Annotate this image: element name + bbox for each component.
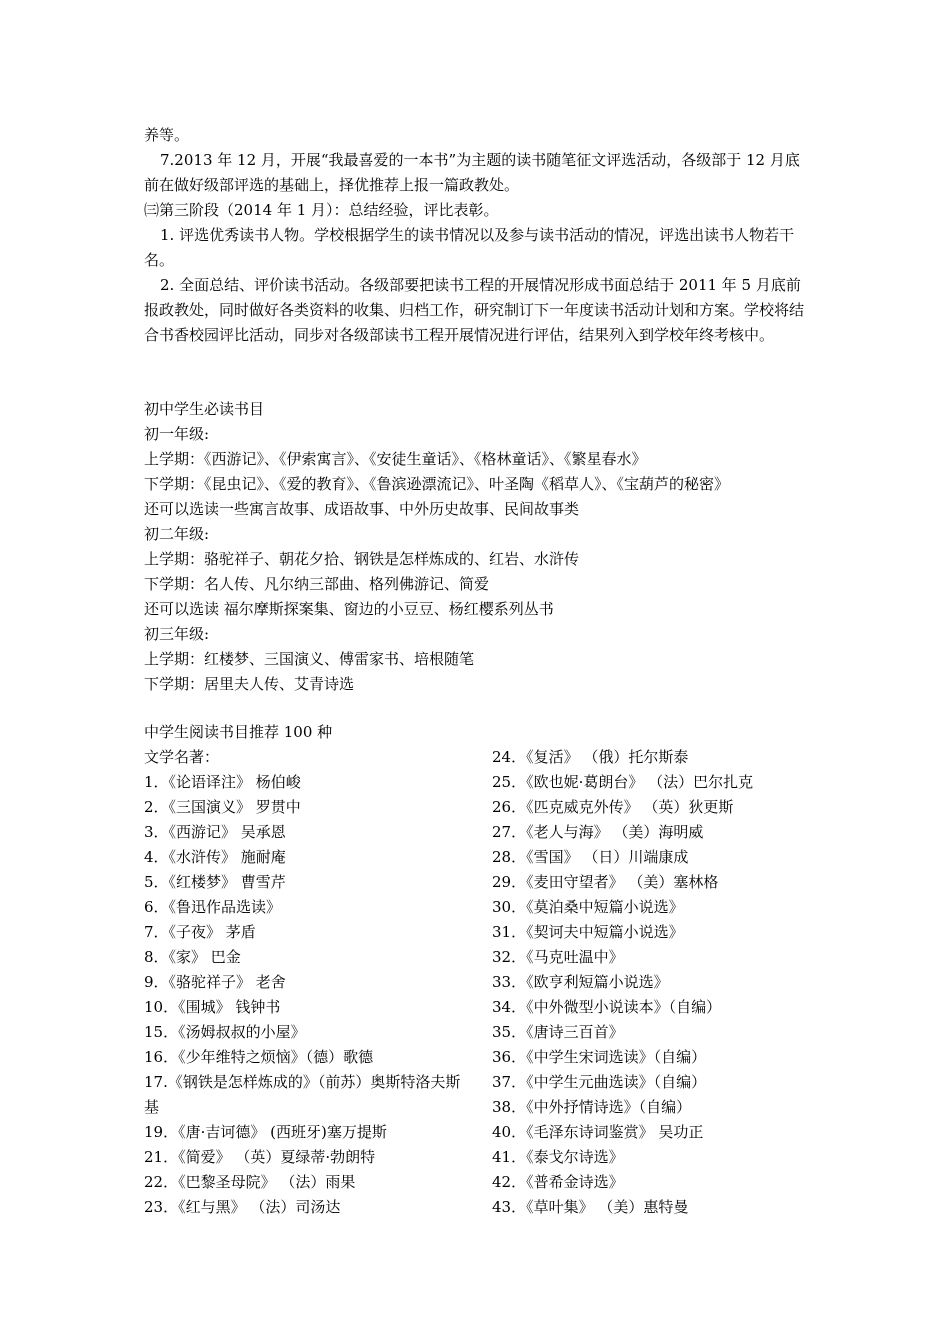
list-item: 8．《家》 巴金 <box>144 948 241 966</box>
grade1-heading: 初一年级: <box>144 425 210 443</box>
grade2-extra: 还可以选读 福尔摩斯探案集、窗边的小豆豆、杨红樱系列丛书 <box>144 600 554 618</box>
list-item: 6．《鲁迅作品选读》 <box>144 898 282 916</box>
grade2-heading: 初二年级: <box>144 525 210 543</box>
list-item: 2．《三国演义》 罗贯中 <box>144 798 301 816</box>
grade2-term1: 上学期：骆驼祥子、朝花夕拾、钢铁是怎样炼成的、红岩、水浒传 <box>144 550 580 568</box>
list-item: 34．《中外微型小说读本》（自编） <box>492 998 722 1016</box>
list-item: 32．《马克吐温中》 <box>492 948 624 966</box>
list-item: 文学名著： <box>144 748 220 766</box>
list-item: 19．《唐·吉诃德》 (西班牙)塞万提斯 <box>144 1123 387 1141</box>
recommend-list-left <box>144 745 469 1220</box>
intro-paragraph-5: 2. 全面总结、评价读书活动。各级部要把读书工程的开展情况形成书面总结于 2011 年 5 月底前报政教处，同时做好各类资料的收集、归档工作，研究制订下一年度读书活动计划和方案。学校将结合书香校园评比活动，同步对各级部读书工程开展情况进行评估，结果列入到学校年终考核中。 <box>144 276 805 344</box>
grade3-term2: 下学期：居里夫人传、艾青诗选 <box>144 675 355 693</box>
list-item: 30．《莫泊桑中短篇小说选》 <box>492 898 684 916</box>
list-item: 43．《草叶集》 （美）惠特曼 <box>492 1198 689 1216</box>
grade1-extra: 还可以选读一些寓言故事、成语故事、中外历史故事、民间故事类 <box>144 500 580 518</box>
recommend-list-right <box>492 745 822 1220</box>
intro-paragraph-1: 养等。 <box>144 126 190 144</box>
intro-paragraph-2: 7.2013 年 12 月，开展“我最喜爱的一本书”为主题的读书随笔征文评选活动，各级部于 12 月底前在做好级部评选的基础上，择优推荐上报一篇政教处。 <box>144 151 800 194</box>
list-item: 42．《普希金诗选》 <box>492 1173 624 1191</box>
intro-section <box>144 123 809 348</box>
grade3-heading: 初三年级: <box>144 625 210 643</box>
grade2-term2: 下学期：名人传、凡尔纳三部曲、格列佛游记、简爱 <box>144 575 490 593</box>
list-item: 37．《中学生元曲选读》（自编） <box>492 1073 707 1091</box>
list-item: 7．《子夜》 茅盾 <box>144 923 256 941</box>
required-books-title: 初中学生必读书目 <box>144 400 265 418</box>
list-item: 21．《简爱》 （英）夏绿蒂·勃朗特 <box>144 1148 376 1166</box>
required-books-section <box>144 397 809 697</box>
list-item: 16．《少年维特之烦恼》（德）歌德 <box>144 1048 374 1066</box>
recommend-title: 中学生阅读书目推荐 100 种 <box>144 723 333 741</box>
list-item: 22．《巴黎圣母院》 （法）雨果 <box>144 1173 356 1191</box>
list-item: 36．《中学生宋词选读》（自编） <box>492 1048 707 1066</box>
list-item: 25．《欧也妮·葛朗台》 （法）巴尔扎克 <box>492 773 754 791</box>
list-item: 28．《雪国》 （日）川端康成 <box>492 848 689 866</box>
grade1-term1: 上学期：《西游记》、《伊索寓言》、《安徒生童话》、《格林童话》、《繁星春水》 <box>144 450 647 468</box>
list-item: 9．《骆驼祥子》 老舍 <box>144 973 286 991</box>
intro-paragraph-4: 1. 评选优秀读书人物。学校根据学生的读书情况以及参与读书活动的情况，评选出读书人物若干名。 <box>144 226 795 269</box>
grade3-term1: 上学期：红楼梦、三国演义、傅雷家书、培根随笔 <box>144 650 475 668</box>
list-item: 3．《西游记》 吴承恩 <box>144 823 286 841</box>
grade1-term2: 下学期：《昆虫记》、《爱的教育》、《鲁滨逊漂流记》、叶圣陶《稻草人》、《宝葫芦的秘密》 <box>144 475 730 493</box>
list-item: 5．《红楼梦》 曹雪芹 <box>144 873 286 891</box>
list-item: 29．《麦田守望者》 （美）塞林格 <box>492 873 719 891</box>
list-item: 35．《唐诗三百首》 <box>492 1023 624 1041</box>
list-item: 4．《水浒传》 施耐庵 <box>144 848 286 866</box>
list-item: 33．《欧亨利短篇小说选》 <box>492 973 669 991</box>
list-item: 40．《毛泽东诗词鉴赏》 吴功正 <box>492 1123 704 1141</box>
list-item: 17.《钢铁是怎样炼成的》（前苏）奥斯特洛夫斯基 <box>144 1073 461 1116</box>
list-item: 41．《泰戈尔诗选》 <box>492 1148 624 1166</box>
list-item: 26．《匹克威克外传》 （英）狄更斯 <box>492 798 734 816</box>
list-item: 27．《老人与海》 （美）海明威 <box>492 823 704 841</box>
list-item: 10．《围城》 钱钟书 <box>144 998 281 1016</box>
list-item: 24．《复活》 （俄）托尔斯泰 <box>492 748 689 766</box>
list-item: 38．《中外抒情诗选》（自编） <box>492 1098 692 1116</box>
list-item: 31．《契诃夫中短篇小说选》 <box>492 923 684 941</box>
list-item: 1．《论语译注》 杨伯峻 <box>144 773 301 791</box>
intro-paragraph-3: ㈢第三阶段（2014 年 1 月）：总结经验，评比表彰。 <box>144 201 499 219</box>
list-item: 23．《红与黑》 （法）司汤达 <box>144 1198 341 1216</box>
list-item: 15．《汤姆叔叔的小屋》 <box>144 1023 306 1041</box>
